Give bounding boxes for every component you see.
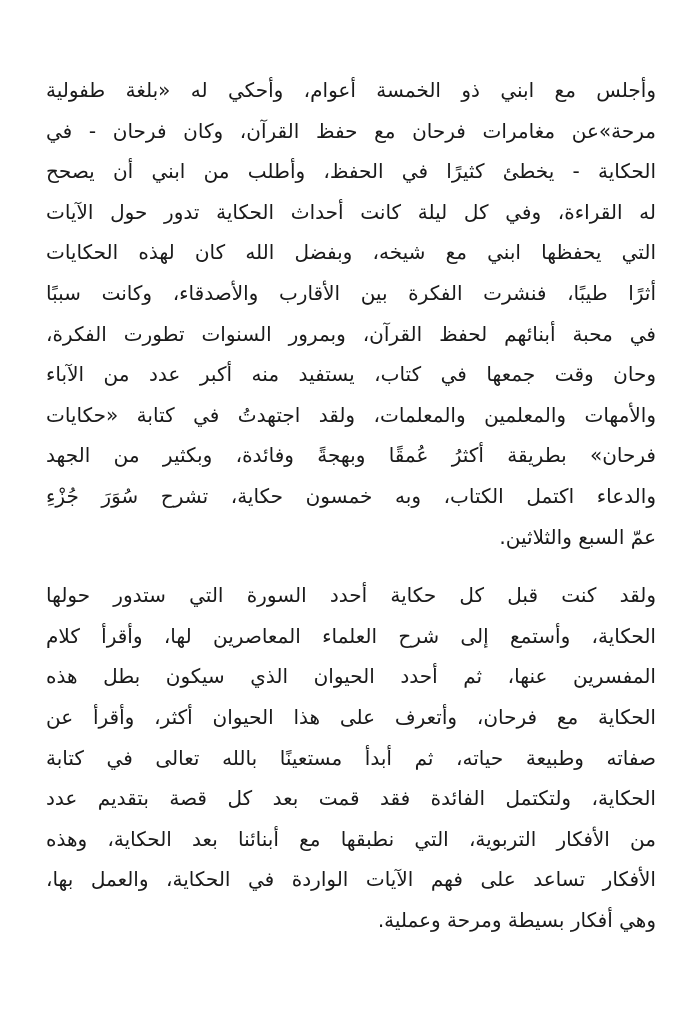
text-line: وهي أفكار بسيطة ومرحة وعملية. bbox=[377, 907, 656, 932]
text-line: صفاته وطبيعة حياته، ثم أبدأ مستعينًا بالله تعالى في كتابة bbox=[46, 745, 656, 770]
text-line: والدعاء اكتمل الكتاب، وبه خمسون حكاية، تشرح سُوَرَ جُزْءِ bbox=[46, 483, 656, 508]
text-line: الأفكار تساعد على فهم الآيات الواردة في الحكاية، والعمل بها، bbox=[46, 867, 656, 892]
text-line: عمّ السبع والثلاثين. bbox=[499, 524, 656, 549]
text-line: من الأفكار التربوية، التي نطبقها مع أبنائنا بعد الحكاية، وهذه bbox=[46, 826, 656, 851]
paragraph-1 bbox=[46, 70, 656, 557]
text-line: الحكاية، وأستمع إلى شرح العلماء المعاصرين لها، وأقرأ كلام bbox=[46, 623, 656, 648]
text-line: وأجلس مع ابني ذو الخمسة أعوام، وأحكي له «بلغة طفولية bbox=[46, 78, 656, 102]
text-line: مرحة»عن مغامرات فرحان مع حفظ القرآن، وكان فرحان - في bbox=[46, 118, 656, 143]
text-line: الحكاية، ولتكتمل الفائدة فقد قمت بعد كل قصة بتقديم عدد bbox=[46, 786, 656, 811]
text-line: فرحان» بطريقة أكثرُ عُمقًا وبهجةً وفائدة، وبكثير من الجهد bbox=[46, 443, 656, 468]
book-page bbox=[46, 70, 656, 940]
text-line: أثرًا طيبًا، فنشرت الفكرة بين الأقارب والأصدقاء، وكانت سببًا bbox=[46, 280, 656, 305]
text-line: في محبة أبنائهم لحفظ القرآن، وبمرور السنوات تطورت الفكرة، bbox=[46, 321, 656, 346]
paragraph-2 bbox=[46, 575, 656, 940]
text-line: الحكاية - يخطئ كثيرًا في الحفظ، وأطلب من ابني أن يصحح bbox=[46, 159, 656, 184]
text-line: التي يحفظها ابني مع شيخه، وبفضل الله كان لهذه الحكايات bbox=[46, 240, 656, 265]
text-line: ولقد كنت قبل كل حكاية أحدد السورة التي ستدور حولها bbox=[46, 583, 656, 608]
text-line: له القراءة، وفي كل ليلة كانت أحداث الحكاية تدور حول الآيات bbox=[46, 199, 656, 224]
text-line: وحان وقت جمعها في كتاب، يستفيد منه أكبر عدد من الآباء bbox=[46, 362, 656, 387]
text-line: الحكاية مع فرحان، وأتعرف على هذا الحيوان أكثر، وأقرأ عن bbox=[46, 704, 656, 729]
text-line: والأمهات والمعلمين والمعلمات، ولقد اجتهدتُ في كتابة «حكايات bbox=[46, 402, 656, 427]
text-line: المفسرين عنها، ثم أحدد الحيوان الذي سيكون بطل هذه bbox=[46, 664, 656, 689]
paragraph-spacer bbox=[46, 557, 656, 575]
